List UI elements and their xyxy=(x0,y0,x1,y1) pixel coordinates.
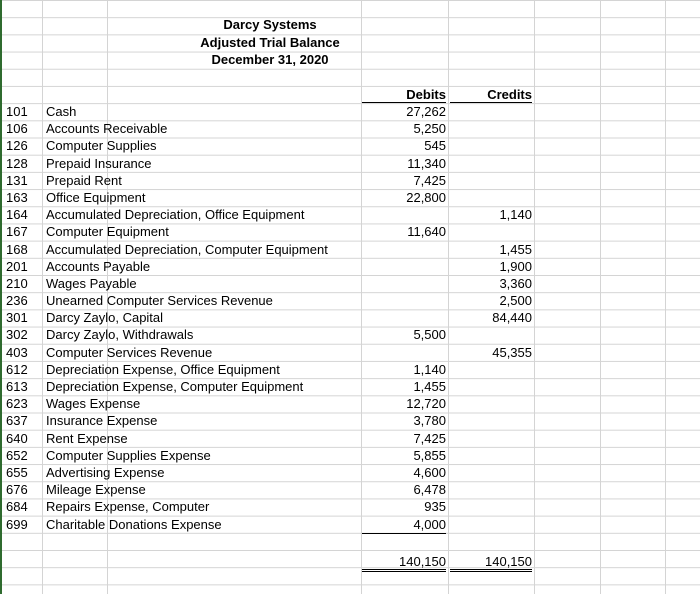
debit-amount: 5,855 xyxy=(413,447,446,463)
table-row[interactable] xyxy=(0,206,700,223)
credit-amount: 45,355 xyxy=(492,344,532,360)
table-row[interactable] xyxy=(0,412,700,429)
total-credits-double-underline xyxy=(450,571,532,572)
report-title: Adjusted Trial Balance xyxy=(200,35,340,50)
account-number: 699 xyxy=(6,516,28,532)
table-row[interactable] xyxy=(0,155,700,172)
account-number: 167 xyxy=(6,224,28,240)
table-row[interactable] xyxy=(0,447,700,464)
account-number: 637 xyxy=(6,413,28,429)
debits-header: Debits xyxy=(406,87,446,102)
table-row[interactable] xyxy=(0,103,700,120)
debit-sum-line xyxy=(362,533,446,534)
table-row[interactable] xyxy=(0,223,700,240)
table-row[interactable] xyxy=(0,309,700,326)
account-name: Unearned Computer Services Revenue xyxy=(46,293,273,309)
debit-amount: 11,640 xyxy=(407,224,446,240)
table-row[interactable] xyxy=(0,292,700,309)
account-number: 168 xyxy=(6,241,28,257)
account-name: Wages Expense xyxy=(46,396,141,412)
table-row[interactable] xyxy=(0,120,700,137)
credit-amount: 2,500 xyxy=(499,293,532,309)
table-row[interactable] xyxy=(0,498,700,515)
company-name: Darcy Systems xyxy=(223,17,317,32)
account-number: 684 xyxy=(6,499,28,515)
debit-amount: 12,720 xyxy=(406,396,446,412)
account-number: 131 xyxy=(6,172,28,188)
credit-amount: 1,455 xyxy=(499,241,532,257)
debit-amount: 6,478 xyxy=(413,482,446,498)
table-row[interactable] xyxy=(0,137,700,154)
table-row[interactable] xyxy=(0,464,700,481)
account-name: Computer Equipment xyxy=(46,224,169,240)
table-row[interactable] xyxy=(0,326,700,343)
account-name: Repairs Expense, Computer xyxy=(46,499,210,515)
total-debits: 140,150 xyxy=(399,554,446,569)
account-name: Charitable Donations Expense xyxy=(46,516,222,532)
debit-amount: 1,455 xyxy=(413,379,446,394)
account-number: 612 xyxy=(6,361,28,377)
table-row[interactable] xyxy=(0,241,700,258)
debit-amount: 7,425 xyxy=(413,172,446,188)
table-row[interactable] xyxy=(0,344,700,361)
credit-amount: 1,140 xyxy=(499,207,532,223)
account-name: Rent Expense xyxy=(46,430,128,446)
account-name: Darcy Zaylo, Withdrawals xyxy=(46,327,194,343)
account-number: 126 xyxy=(6,138,28,154)
table-row[interactable] xyxy=(0,275,700,292)
table-row[interactable] xyxy=(0,430,700,447)
table-row[interactable] xyxy=(0,189,700,206)
debit-amount: 4,000 xyxy=(413,516,446,532)
credit-amount: 84,440 xyxy=(492,310,532,326)
account-name: Insurance Expense xyxy=(46,413,158,429)
account-number: 236 xyxy=(6,293,28,309)
account-name: Mileage Expense xyxy=(46,482,146,498)
account-name: Accumulated Depreciation, Office Equipment xyxy=(46,207,305,223)
account-name: Office Equipment xyxy=(46,189,146,205)
table-row[interactable] xyxy=(0,481,700,498)
credits-header: Credits xyxy=(487,87,532,102)
account-name: Accumulated Depreciation, Computer Equipment xyxy=(46,241,328,257)
debit-amount: 1,140 xyxy=(413,361,446,377)
debit-amount: 3,780 xyxy=(413,413,446,429)
account-number: 623 xyxy=(6,396,28,412)
table-row[interactable] xyxy=(0,378,700,395)
debit-amount: 935 xyxy=(424,499,446,515)
account-number: 106 xyxy=(6,121,28,137)
account-name: Computer Supplies Expense xyxy=(46,447,211,463)
account-name: Cash xyxy=(46,104,77,119)
table-row[interactable] xyxy=(0,172,700,189)
table-row[interactable] xyxy=(0,395,700,412)
account-name: Accounts Payable xyxy=(46,258,151,274)
debit-amount: 27,262 xyxy=(406,104,446,119)
table-row[interactable] xyxy=(0,258,700,275)
account-number: 164 xyxy=(6,207,28,223)
account-name: Wages Payable xyxy=(46,275,137,291)
debit-amount: 4,600 xyxy=(413,464,446,480)
account-list xyxy=(0,103,700,533)
credit-amount: 3,360 xyxy=(499,275,532,291)
account-name: Computer Supplies xyxy=(46,138,157,154)
account-number: 613 xyxy=(6,379,28,394)
table-row[interactable] xyxy=(0,361,700,378)
account-number: 302 xyxy=(6,327,28,343)
account-number: 210 xyxy=(6,275,28,291)
account-number: 128 xyxy=(6,155,28,171)
account-number: 676 xyxy=(6,482,28,498)
account-name: Darcy Zaylo, Capital xyxy=(46,310,164,326)
account-number: 101 xyxy=(6,104,28,119)
account-number: 163 xyxy=(6,189,28,205)
credit-amount: 1,900 xyxy=(499,258,532,274)
table-row[interactable] xyxy=(0,516,700,533)
debit-amount: 7,425 xyxy=(413,430,446,446)
account-number: 201 xyxy=(6,258,28,274)
total-debits-double-underline xyxy=(362,571,446,572)
account-number: 403 xyxy=(6,344,28,360)
debit-amount: 11,340 xyxy=(407,155,446,171)
account-number: 640 xyxy=(6,430,28,446)
account-name: Depreciation Expense, Office Equipment xyxy=(46,361,280,377)
account-name: Depreciation Expense, Computer Equipment xyxy=(46,379,304,394)
account-name: Prepaid Insurance xyxy=(46,155,152,171)
total-credits-double-underline xyxy=(450,569,532,570)
account-name: Advertising Expense xyxy=(46,464,165,480)
account-number: 301 xyxy=(6,310,28,326)
report-date: December 31, 2020 xyxy=(211,52,329,67)
account-name: Accounts Receivable xyxy=(46,121,168,137)
account-name: Computer Services Revenue xyxy=(46,344,213,360)
debit-amount: 545 xyxy=(424,138,446,154)
debit-amount: 5,250 xyxy=(413,121,446,137)
total-debits-double-underline xyxy=(362,569,446,570)
account-number: 655 xyxy=(6,464,28,480)
debit-amount: 5,500 xyxy=(413,327,446,343)
total-credits: 140,150 xyxy=(485,554,532,569)
debit-amount: 22,800 xyxy=(406,189,446,205)
account-name: Prepaid Rent xyxy=(46,172,122,188)
account-number: 652 xyxy=(6,447,28,463)
